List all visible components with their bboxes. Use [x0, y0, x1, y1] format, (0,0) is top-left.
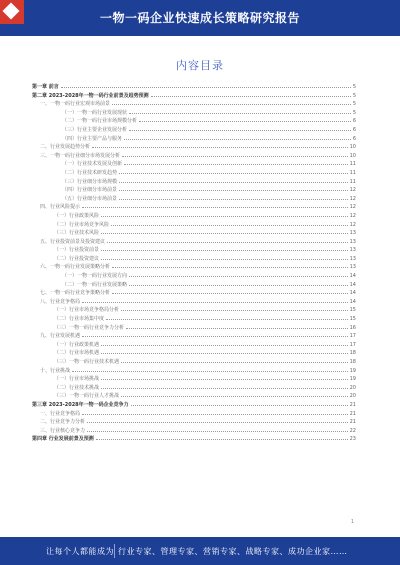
toc-entry-page: 11 — [349, 178, 356, 185]
toc-entry-title: （四）行业细分市场前景 — [62, 187, 118, 194]
toc-entry-title: （三）行业技术风险 — [54, 230, 100, 237]
toc-entry[interactable] — [32, 331, 356, 340]
toc-leader-dots — [121, 391, 348, 397]
toc-entry-page: 21 — [349, 410, 356, 417]
toc-entry-title: （五）行业细分市场前景 — [62, 195, 118, 202]
toc-entry-page: 5 — [352, 92, 356, 99]
toc-leader-dots — [112, 262, 348, 268]
toc-entry-page: 13 — [349, 247, 356, 254]
toc-entry-page: 19 — [349, 367, 356, 374]
toc-leader-dots — [82, 202, 348, 208]
toc-entry-title: （四）行业主要产品与服务 — [62, 135, 123, 142]
footer-bar — [0, 537, 400, 565]
toc-entry-title: 六、一物一码行业发展策略分析 — [40, 264, 111, 271]
toc-entry[interactable] — [32, 91, 356, 100]
toc-entry[interactable] — [32, 194, 356, 203]
toc-entry-page: 21 — [349, 401, 356, 408]
toc-leader-dots — [92, 142, 348, 148]
toc-entry-page: 14 — [349, 298, 356, 305]
toc-heading: 内容目录 — [176, 59, 224, 72]
document-title: 一物一码企业快速成长策略研究报告 — [99, 11, 300, 25]
toc-entry-title: 一、一物一码行业宏观市场前景 — [40, 101, 111, 108]
toc-entry-title: （一）行业政策机遇 — [54, 341, 100, 348]
toc-entry[interactable] — [32, 151, 356, 160]
toc-entry-page: 5 — [352, 101, 356, 108]
toc-entry[interactable] — [32, 211, 356, 220]
toc-leader-dots — [101, 254, 348, 260]
toc-entry-page: 12 — [349, 212, 356, 219]
toc-leader-dots — [107, 237, 348, 243]
toc-entry-page: 14 — [349, 290, 356, 297]
toc-leader-dots — [129, 271, 348, 277]
toc-entry-title: （三）一物一码行业竞争力分析 — [54, 324, 125, 331]
toc-entry-title: （三）一物一码行业人才挑战 — [54, 393, 120, 400]
toc-entry[interactable] — [32, 323, 356, 332]
toc-entry[interactable] — [32, 159, 356, 168]
toc-entry-page: 21 — [349, 419, 356, 426]
toc-entry-title: （三）一物一码行业技术机遇 — [54, 359, 120, 365]
toc-entry-page: 16 — [349, 324, 356, 331]
toc-entry[interactable] — [32, 383, 356, 392]
toc-entry-page: 12 — [349, 221, 356, 228]
toc-entry-page: 20 — [349, 384, 356, 391]
toc-entry[interactable] — [32, 314, 356, 323]
toc-entry[interactable] — [32, 417, 356, 426]
toc-leader-dots — [122, 151, 348, 157]
toc-leader-dots — [82, 297, 348, 303]
toc-entry[interactable] — [32, 409, 356, 418]
toc-entry[interactable] — [32, 228, 356, 237]
toc-entry-title: 三、行业核心竞争力 — [40, 427, 86, 434]
toc-leader-dots — [139, 116, 351, 122]
toc-entry[interactable] — [32, 220, 356, 229]
toc-entry-title: （一）行业市场竞争格局分析 — [54, 307, 120, 314]
toc-leader-dots — [61, 82, 351, 88]
toc-entry-page: 12 — [349, 195, 356, 202]
toc-entry-page: 17 — [349, 341, 356, 348]
toc-entry-page: 13 — [349, 264, 356, 271]
toc-entry-title: （一）行业市场挑战 — [54, 376, 100, 383]
toc-leader-dots — [119, 185, 348, 191]
toc-entry-page: 18 — [349, 350, 356, 357]
toc-entry-page: 6 — [352, 135, 356, 142]
toc-leader-dots — [112, 288, 348, 294]
toc-leader-dots — [124, 134, 351, 140]
toc-entry-page: 11 — [349, 161, 356, 168]
toc-entry-page: 17 — [349, 333, 356, 340]
toc-leader-dots — [101, 383, 348, 389]
toc-entry-title: 十、行业挑战 — [40, 367, 71, 374]
toc-entry-page: 5 — [352, 84, 356, 90]
table-of-contents — [32, 82, 356, 443]
toc-entry-title: 八、行业竞争格局 — [40, 298, 81, 305]
toc-entry-page: 6 — [352, 118, 356, 125]
toc-leader-dots — [119, 168, 348, 174]
toc-entry-page: 13 — [349, 255, 356, 262]
toc-entry[interactable] — [32, 288, 356, 297]
toc-entry-title: 九、行业发展机遇 — [40, 333, 81, 340]
toc-entry[interactable] — [32, 271, 356, 280]
toc-entry-page: 13 — [349, 230, 356, 237]
toc-entry-page: 15 — [349, 307, 356, 314]
toc-entry-title: 五、行业投资前景及投资建议 — [40, 238, 106, 245]
toc-entry-title: （二）行业技术挑战 — [54, 384, 100, 391]
toc-entry-page: 10 — [349, 144, 356, 151]
toc-leader-dots — [101, 374, 348, 380]
toc-entry-title: 三、一物一码行业细分市场发展分析 — [40, 152, 121, 159]
toc-entry-page: 6 — [352, 126, 356, 133]
toc-leader-dots — [106, 314, 348, 320]
toc-entry[interactable] — [32, 357, 356, 366]
toc-leader-dots — [111, 220, 348, 226]
toc-leader-dots — [119, 177, 348, 183]
toc-leader-dots — [129, 125, 351, 131]
toc-entry-title: （二）行业技术研发趋势 — [62, 169, 118, 176]
toc-leader-dots — [72, 366, 348, 372]
toc-entry-page: 15 — [349, 316, 356, 323]
toc-entry-page: 12 — [349, 204, 356, 211]
toc-leader-dots — [119, 194, 348, 200]
toc-entry[interactable] — [32, 262, 356, 271]
toc-entry[interactable] — [32, 426, 356, 435]
toc-leader-dots — [101, 211, 348, 217]
toc-entry-page: 13 — [349, 238, 356, 245]
toc-entry[interactable] — [32, 202, 356, 211]
toc-entry-title: （二）行业市场集中度 — [54, 316, 105, 323]
toc-entry[interactable] — [32, 237, 356, 246]
toc-entry[interactable] — [32, 116, 356, 125]
toc-entry[interactable] — [32, 391, 356, 400]
toc-entry-page: 19 — [349, 376, 356, 383]
header-bar — [0, 0, 400, 36]
toc-leader-dots — [82, 331, 348, 337]
toc-entry-title: 第三章 2023-2028年一物一码企业竞争力 — [32, 401, 129, 408]
toc-leader-dots — [129, 280, 348, 286]
toc-entry-title: （一）一物一码行业发展方向 — [62, 273, 128, 280]
toc-leader-dots — [87, 426, 348, 432]
toc-entry[interactable] — [32, 168, 356, 177]
toc-entry-page: 11 — [349, 169, 356, 176]
toc-leader-dots — [121, 357, 348, 363]
toc-entry[interactable] — [32, 245, 356, 254]
toc-entry-title: （三）行业主要企业发展分析 — [62, 126, 128, 133]
toc-leader-dots — [96, 434, 348, 440]
toc-entry-title: （一）一物一码行业发展现状 — [62, 109, 128, 116]
toc-entry[interactable] — [32, 340, 356, 349]
toc-leader-dots — [124, 159, 348, 165]
toc-entry-page: 23 — [349, 436, 356, 443]
toc-entry[interactable] — [32, 177, 356, 186]
toc-entry-page: 10 — [349, 152, 356, 159]
toc-entry[interactable] — [32, 99, 356, 108]
toc-entry[interactable] — [32, 280, 356, 289]
toc-entry[interactable] — [32, 82, 356, 91]
footer-divider — [114, 544, 115, 558]
toc-entry-title: （一）行业政策风险 — [54, 212, 100, 219]
toc-entry[interactable] — [32, 254, 356, 263]
toc-entry-title: （三）行业细分市场规模 — [62, 178, 118, 185]
toc-leader-dots — [151, 91, 351, 97]
toc-leader-dots — [126, 323, 348, 329]
page-number: 1 — [350, 519, 354, 525]
toc-entry[interactable] — [32, 125, 356, 134]
toc-entry-page: 22 — [349, 427, 356, 434]
toc-entry[interactable] — [32, 374, 356, 383]
toc-entry-title: （一）行业投资前景 — [54, 247, 100, 254]
toc-entry-title: 第四章 行业发展前景及预测 — [32, 436, 94, 443]
toc-entry-title: 二、行业竞争力分析 — [40, 419, 86, 426]
toc-entry[interactable] — [32, 366, 356, 375]
toc-entry[interactable] — [32, 134, 356, 143]
footer-slogan-right: 行业专家、管理专家、营销专家、战略专家、成功企业家…… — [118, 547, 348, 556]
toc-entry-page: 14 — [349, 273, 356, 280]
toc-entry-title: （一）行业技术发展及创新 — [62, 161, 123, 168]
toc-entry[interactable] — [32, 305, 356, 314]
toc-entry-page: 12 — [349, 187, 356, 194]
toc-entry[interactable] — [32, 297, 356, 306]
toc-leader-dots — [112, 99, 351, 105]
toc-entry-title: 四、行业风险提示 — [40, 204, 81, 211]
toc-leader-dots — [101, 340, 348, 346]
toc-entry-title: （二）行业市场竞争风险 — [54, 221, 110, 228]
toc-entry[interactable] — [32, 400, 356, 409]
toc-entry-page: 14 — [349, 281, 356, 288]
toc-entry-title: （二）行业投资建议 — [54, 255, 100, 262]
toc-leader-dots — [101, 348, 348, 354]
toc-entry[interactable] — [32, 185, 356, 194]
toc-leader-dots — [121, 305, 348, 311]
toc-entry[interactable] — [32, 348, 356, 357]
toc-entry-title: 第一章 前言 — [32, 84, 59, 90]
toc-entry-title: 七、一物一码行业竞争策略分析 — [40, 290, 111, 297]
toc-entry-title: （二）一物一码行业发展策略 — [62, 281, 128, 288]
toc-leader-dots — [131, 400, 348, 406]
toc-leader-dots — [101, 245, 348, 251]
toc-entry-page: 5 — [352, 109, 356, 116]
toc-entry-title: 第二章 2023-2028年一物一码行业前景及趋势预测 — [32, 92, 149, 99]
toc-leader-dots — [82, 409, 348, 415]
toc-entry-title: （二）一物一码行业市场规模分析 — [62, 118, 138, 125]
toc-entry-title: 一、行业竞争格局 — [40, 410, 81, 417]
toc-leader-dots — [87, 417, 348, 423]
toc-entry-page: 18 — [349, 359, 356, 365]
toc-entry-page: 20 — [349, 393, 356, 400]
toc-leader-dots — [129, 108, 351, 114]
toc-entry[interactable] — [32, 108, 356, 117]
toc-entry[interactable] — [32, 142, 356, 151]
toc-leader-dots — [101, 228, 348, 234]
toc-entry-title: 二、行业发展趋势分析 — [40, 144, 91, 151]
toc-entry[interactable] — [32, 434, 356, 443]
toc-entry-title: （二）行业市场机遇 — [54, 350, 100, 357]
footer-slogan-left: 让每个人都能成为 — [46, 547, 114, 556]
